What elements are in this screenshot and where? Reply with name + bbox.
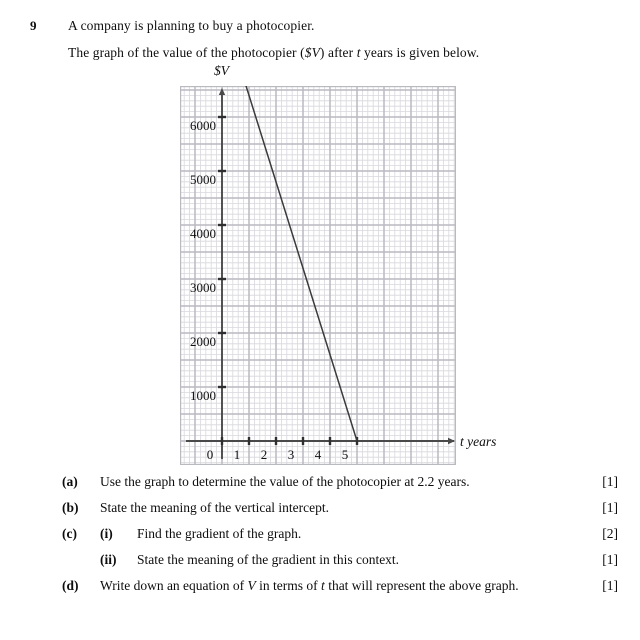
stem-symbol-time: t xyxy=(356,45,361,60)
y-tick-label: 4000 xyxy=(190,226,216,241)
part-marks: [1] xyxy=(602,500,618,515)
stem-symbol-value: $V xyxy=(304,45,320,60)
part-marks: [1] xyxy=(602,474,618,489)
y-tick-label: 5000 xyxy=(190,172,216,187)
x-tick-label: 4 xyxy=(314,447,322,462)
part-marks: [1] xyxy=(602,552,618,567)
question-parts xyxy=(0,474,640,604)
y-axis-label: $V xyxy=(214,63,229,78)
part-text: Find the gradient of the graph. xyxy=(137,526,302,541)
part-roman-label: (ii) xyxy=(100,552,117,567)
x-tick-label: 3 xyxy=(287,447,295,462)
question-number: 9 xyxy=(30,18,37,33)
question-part xyxy=(0,552,640,578)
part-marks: [2] xyxy=(602,526,618,541)
stem-text-b: ) after xyxy=(319,45,357,60)
question-part xyxy=(0,474,640,500)
stem-text-c: years is given below. xyxy=(360,45,480,60)
part-label: (a) xyxy=(62,474,78,489)
part-text: Use the graph to determine the value of the photocopier at 2.2 years. xyxy=(100,474,470,489)
question-stem-line-1: A company is planning to buy a photocopier. xyxy=(68,18,315,33)
question-part xyxy=(0,500,640,526)
y-tick-label: 3000 xyxy=(190,280,216,295)
x-tick-label: 5 xyxy=(341,447,349,462)
part-label: (d) xyxy=(62,578,79,593)
part-text-d: Write down an equation of V in terms of t that will represent the above graph. xyxy=(100,578,519,593)
question-part xyxy=(0,526,640,552)
y-tick-label: 6000 xyxy=(190,118,216,133)
y-tick-label: 1000 xyxy=(190,388,216,403)
graph-svg xyxy=(180,86,456,465)
question-stem-line-2 xyxy=(68,45,479,61)
part-label: (c) xyxy=(62,526,77,541)
value-vs-time-graph xyxy=(180,86,456,465)
part-roman-label: (i) xyxy=(100,526,113,541)
x-axis-label: t years xyxy=(460,434,497,449)
question-part xyxy=(0,578,640,604)
part-text: State the meaning of the gradient in this context. xyxy=(137,552,400,567)
x-tick-label: 2 xyxy=(260,447,268,462)
y-tick-label: 2000 xyxy=(190,334,216,349)
stem-text-a: The graph of the value of the photocopier ( xyxy=(68,45,305,60)
part-label: (b) xyxy=(62,500,79,515)
x-tick-label: 0 xyxy=(206,447,214,462)
part-marks: [1] xyxy=(602,578,618,593)
part-text: State the meaning of the vertical intercept. xyxy=(100,500,330,515)
x-tick-label: 1 xyxy=(233,447,241,462)
